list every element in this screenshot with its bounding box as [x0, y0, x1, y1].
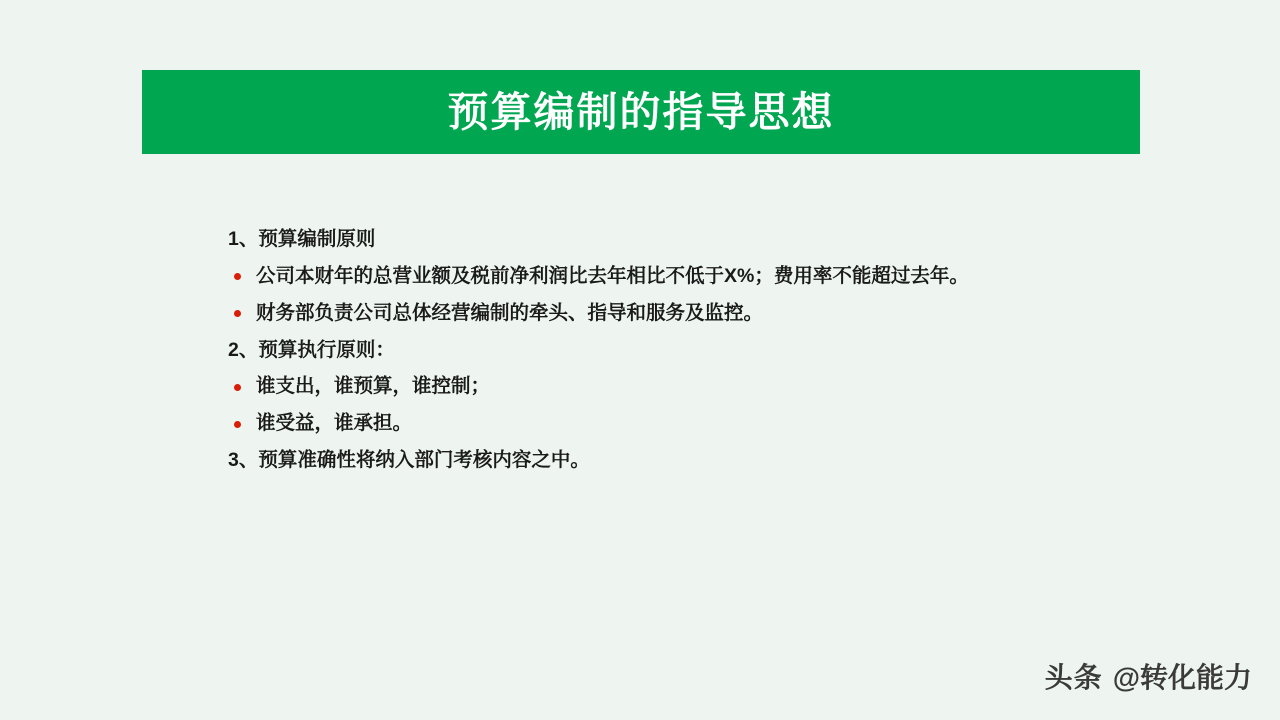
- list-item-label: 2、预算执行原则：: [228, 338, 395, 361]
- list-item-label: 财务部负责公司总体经营编制的牵头、指导和服务及监控。: [256, 301, 764, 324]
- list-item: [228, 228, 1108, 252]
- list-item-label: 1、预算编制原则: [228, 228, 376, 250]
- list-item: [228, 302, 1108, 326]
- slide-body: [228, 228, 1108, 486]
- bullet-dot-icon: [234, 384, 241, 391]
- list-item-label: 谁受益，谁承担。: [256, 412, 413, 435]
- slide-title-banner: [142, 70, 1140, 154]
- list-item: [228, 412, 1108, 436]
- toutiao-logo: 头条: [1044, 662, 1103, 693]
- bullet-dot-icon: [234, 310, 241, 317]
- page-title: 预算编制的指导思想: [447, 88, 835, 135]
- watermark: [1045, 656, 1252, 696]
- bullet-dot-icon: [234, 421, 241, 428]
- list-item: [228, 449, 1108, 473]
- list-item-label: 公司本财年的总营业额及税前净利润比去年相比不低于X%；费用率不能超过去年。: [256, 264, 969, 287]
- list-item: [228, 339, 1108, 363]
- list-item-label: 3、预算准确性将纳入部门考核内容之中。: [228, 448, 590, 471]
- bullet-dot-icon: [234, 273, 241, 280]
- watermark-account: @转化能力: [1112, 662, 1252, 693]
- list-item: [228, 375, 1108, 399]
- list-item-label: 谁支出，谁预算，谁控制；: [256, 375, 491, 398]
- list-item: [228, 265, 1108, 288]
